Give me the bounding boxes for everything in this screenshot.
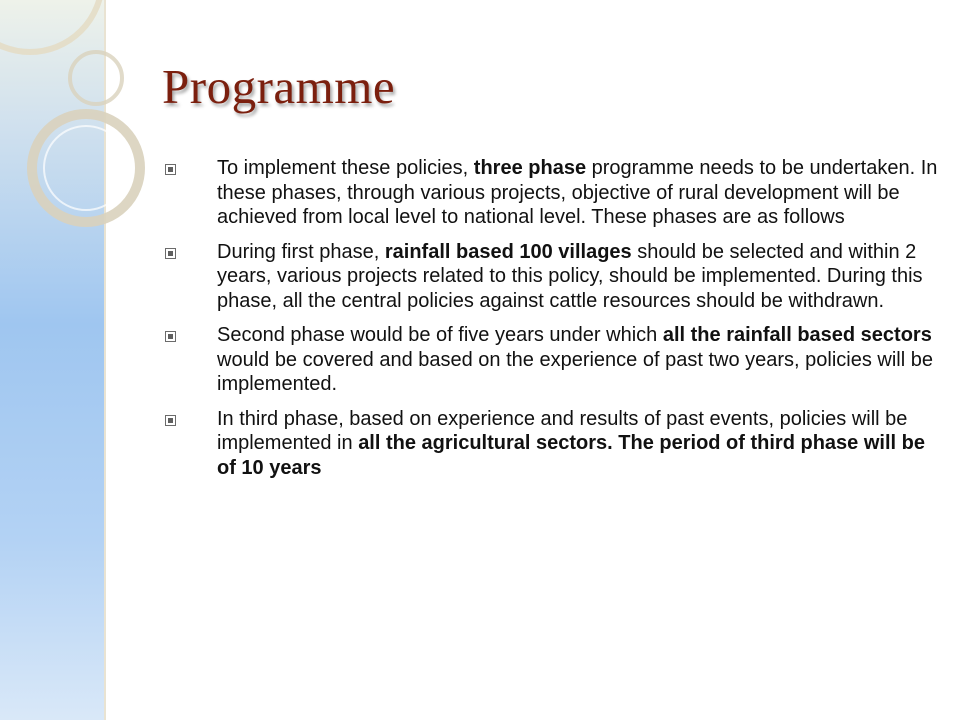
bullet-emphasis: all the agricultural sectors. The period of third phase will be of 10 years [217,432,925,479]
bullet-text: During first phase, [217,240,385,263]
bullet-marker-icon [165,164,176,175]
bullet-item [160,240,940,314]
bullet-text: In third phase, based on experience and results of past events, policies will be implemented in [217,407,908,454]
bullet-marker-icon [165,415,176,426]
bullet-emphasis: three phase [473,157,587,179]
bullet-marker-icon [165,331,176,342]
bullet-text: To implement these policies, [217,157,474,179]
bullet-text: Second phase would be of five years under which [217,324,663,346]
bullet-list [160,156,940,490]
ring-decoration-icon [0,0,160,260]
bullet-marker-icon [165,248,176,259]
bullet-emphasis: rainfall based 100 villages [384,240,632,263]
bullet-text: would be covered and based on the experience of past two years, policies will be implemented. [217,348,933,395]
bullet-emphasis: all the rainfall based sectors [662,324,932,346]
bullet-text: should be selected and within 2 years, various projects related to this policy, should be implemented. During this phase, all the central policies against cattle resources should be withdrawn. [217,240,923,312]
bullet-item [160,323,940,397]
bullet-text: programme needs to be undertaken. In these phases, through various projects, objective of rural development will be achieved from local level to national level. These phases are as follows [217,157,938,228]
bullet-item [160,407,940,481]
slide-title: Programme [162,59,396,114]
bullet-item [160,156,940,230]
